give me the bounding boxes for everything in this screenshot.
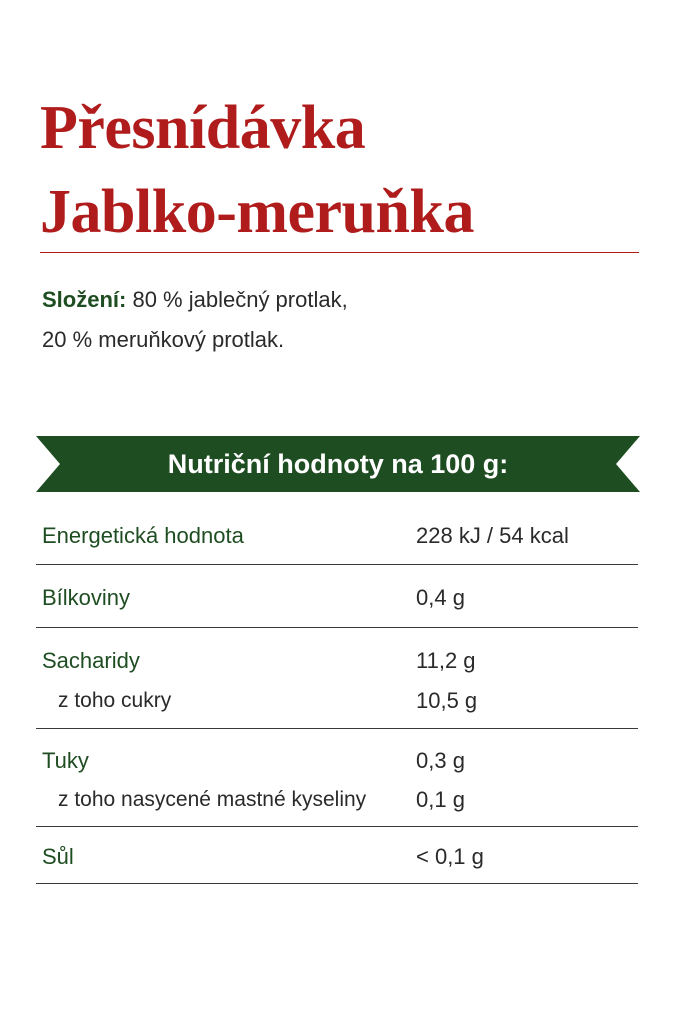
ingredients-text-1: 80 % jablečný protlak,	[132, 287, 348, 312]
nutrition-heading: Nutriční hodnoty na 100 g:	[167, 449, 509, 479]
row-sub-value: 10,5 g	[416, 688, 478, 713]
row-sub-name: z toho cukry	[58, 689, 172, 712]
row-sub-value: 0,1 g	[416, 787, 465, 812]
row-name: Energetická hodnota	[42, 523, 244, 548]
row-value: 11,2 g	[416, 648, 476, 673]
table-row-fat	[36, 729, 638, 827]
ingredients-label: Složení:	[42, 287, 127, 312]
title-divider	[40, 252, 639, 253]
row-sub-name: z toho nasycené mastné kyseliny	[58, 788, 367, 811]
product-title	[40, 86, 474, 254]
row-value: 0,4 g	[416, 585, 465, 610]
row-name: Sacharidy	[42, 648, 140, 673]
table-row-salt	[36, 827, 638, 884]
row-value: < 0,1 g	[416, 844, 484, 869]
table-row-protein	[36, 565, 638, 628]
table-row-energy	[36, 506, 638, 565]
row-value: 228 kJ / 54 kcal	[416, 523, 569, 548]
row-name: Tuky	[42, 748, 89, 773]
product-title-line1: Přesnídávka	[40, 94, 366, 162]
ingredients-block	[42, 280, 602, 360]
ingredients-line1	[42, 280, 602, 320]
nutrition-banner	[36, 436, 640, 492]
row-value: 0,3 g	[416, 748, 465, 773]
row-name: Sůl	[42, 844, 74, 869]
table-row-carbohydrates	[36, 628, 638, 729]
ingredients-line2: 20 % meruňkový protlak.	[42, 327, 285, 352]
row-name: Bílkoviny	[42, 585, 131, 610]
product-title-line2: Jablko-meruňka	[40, 178, 474, 246]
